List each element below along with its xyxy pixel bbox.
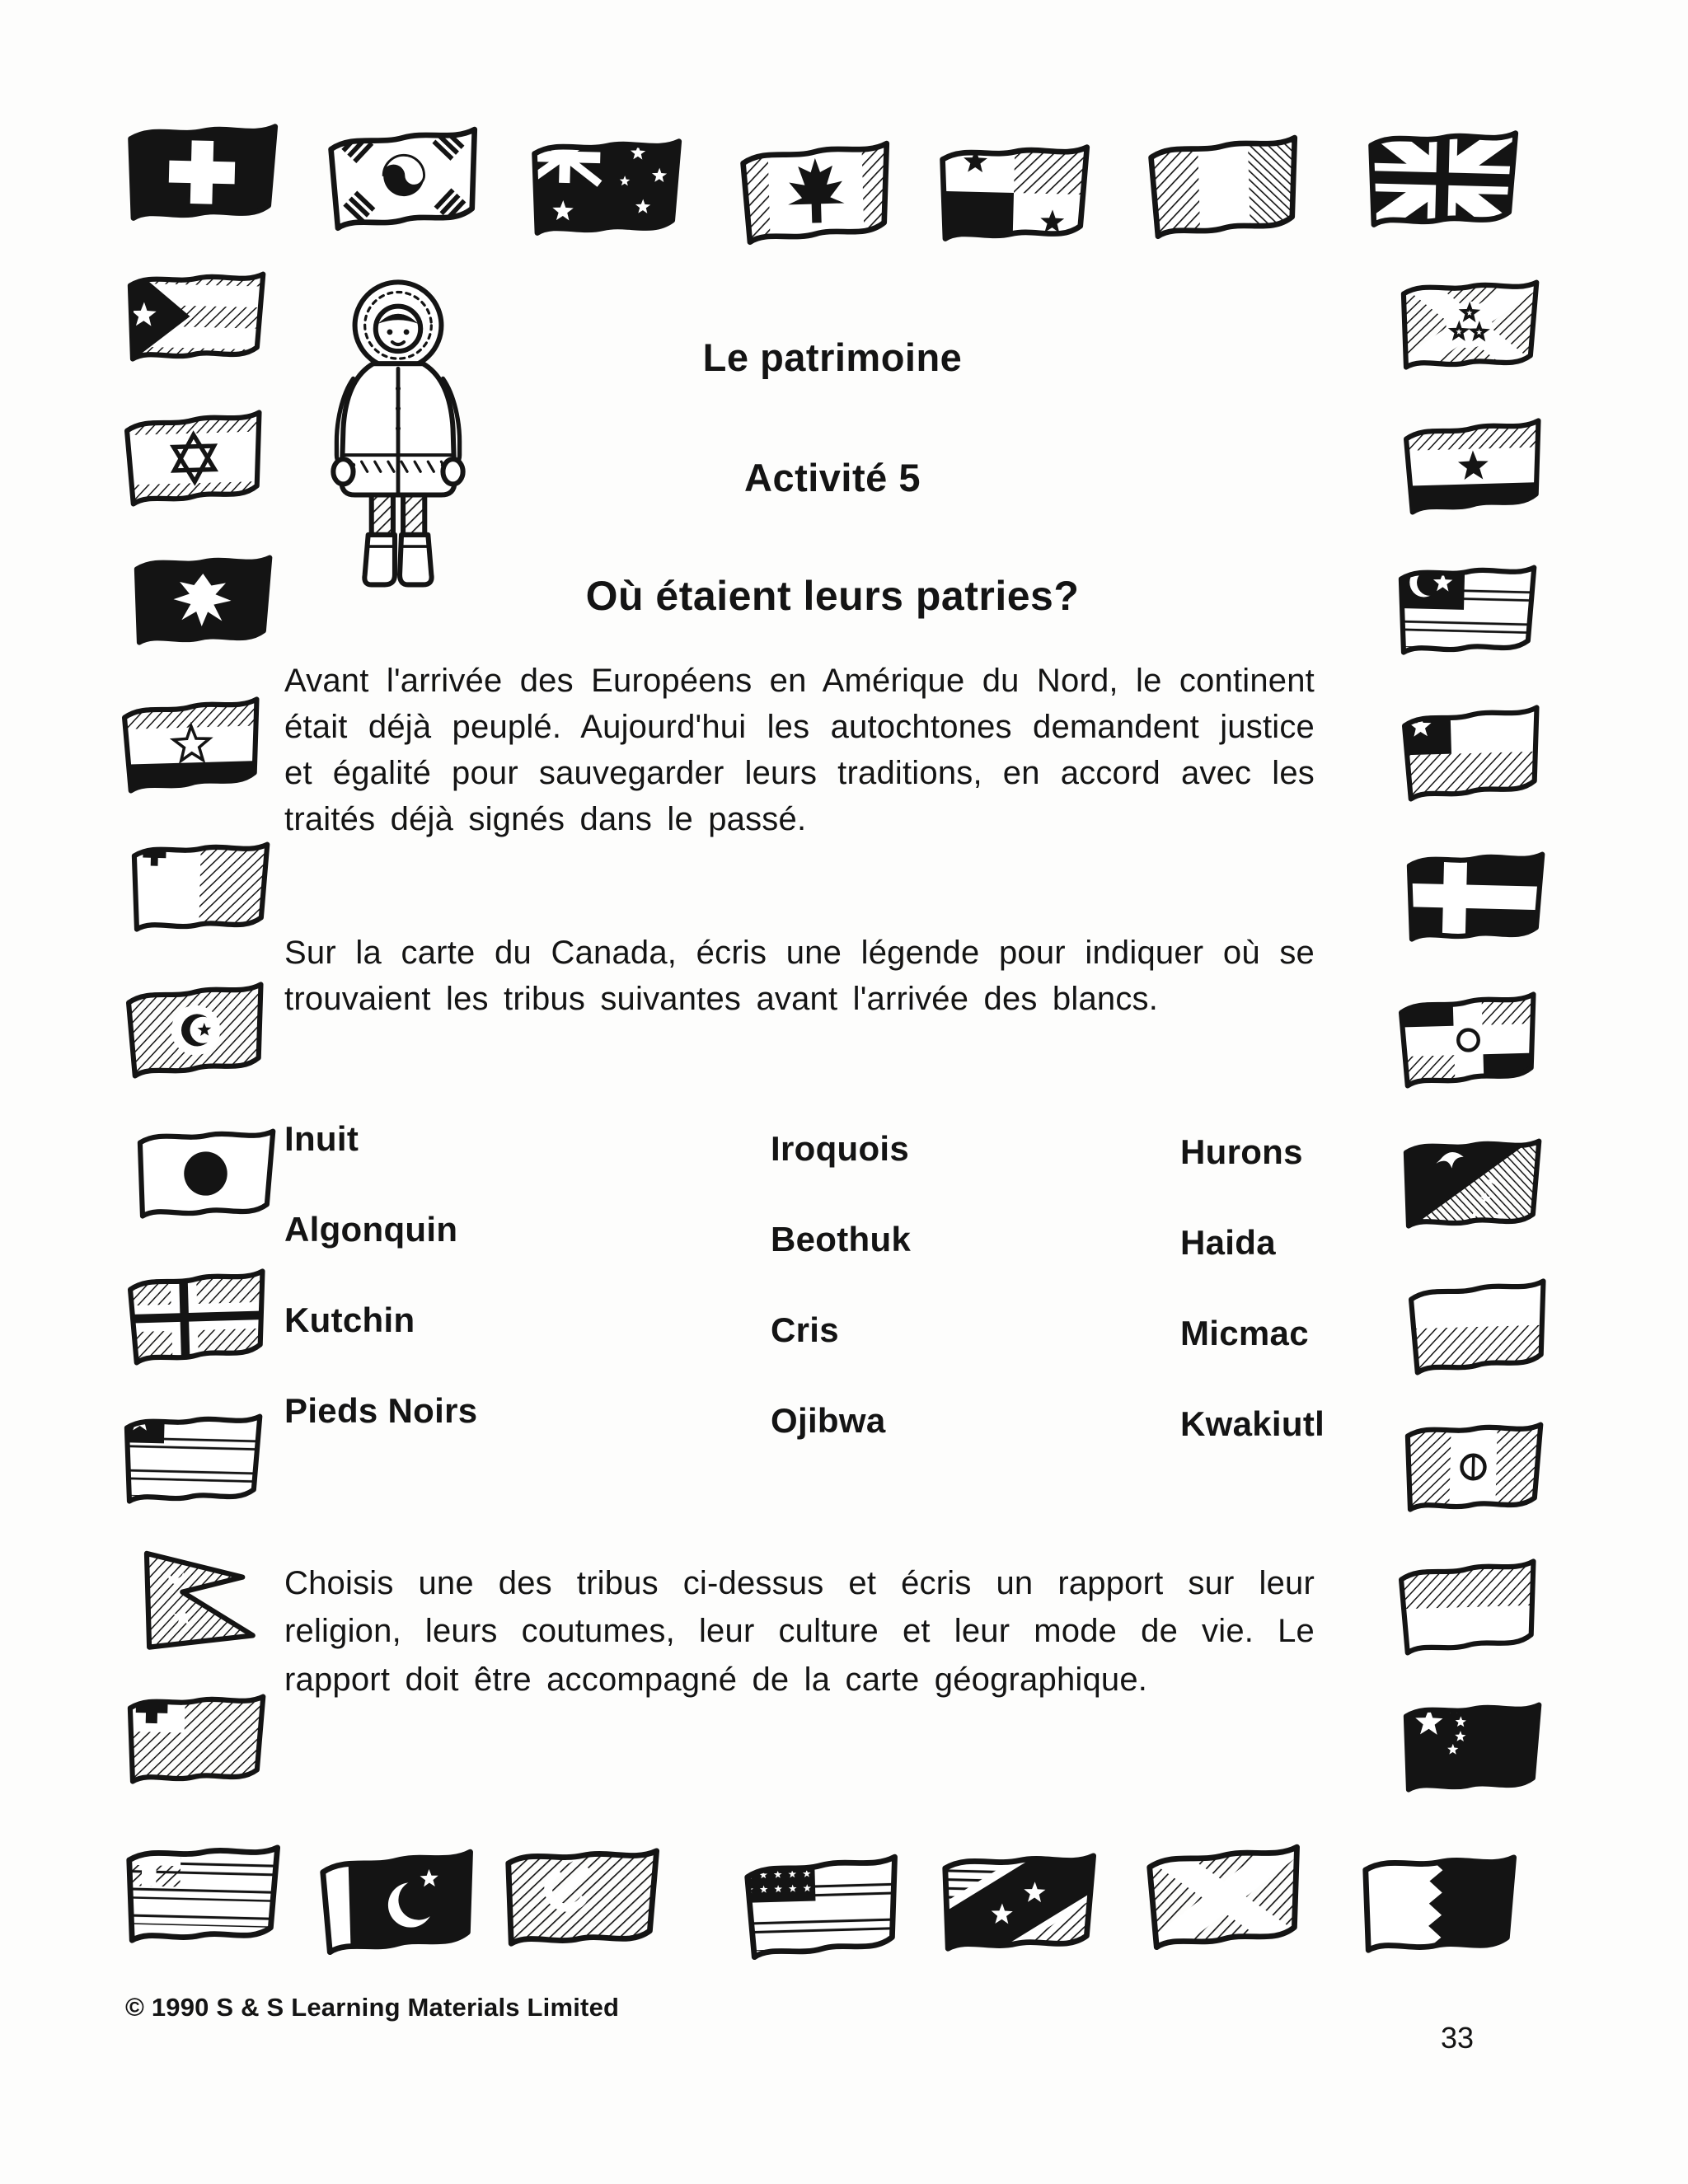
tunisia-flag [122,976,270,1085]
panama-flag [934,134,1093,252]
tribe-beothuk: Beothuk [771,1220,912,1259]
nepal-flag-icon [126,1544,274,1654]
tunisia-flag-icon [122,976,270,1085]
scotland-flag [1142,1837,1306,1957]
israel-flag [120,404,268,513]
switzerland-flag-icon [122,114,281,232]
iceland-flag-icon [124,1263,271,1372]
south-korea-flag [324,120,484,237]
australia-flag-icon [526,129,685,246]
copyright-notice: © 1990 S & S Learning Materials Limited [125,1993,620,2022]
malaysia-flag-icon [1393,555,1540,664]
albania-flag [129,546,275,654]
qatar-flag [1357,1844,1520,1964]
page-title: Le patrimoine [702,335,963,379]
puerto-rico-flag [122,262,269,371]
israel-flag-icon [120,404,268,513]
france-flag-icon [1144,128,1304,246]
indonesia-flag [1395,1553,1542,1662]
map-instruction-paragraph: Sur la carte du Canada, écris une légende pour indiquer où se trouvaient les tribus suivantes avant l'arrivée des blancs. [284,935,1315,1017]
tribe-hurons: Hurons [1180,1132,1303,1171]
liberia-flag-icon [119,1404,265,1513]
tribe-cris: Cris [771,1310,839,1350]
canada-flag-icon [736,134,896,251]
greece-flag [120,1835,284,1954]
iceland-flag [124,1263,271,1372]
denmark-flag-icon [1401,842,1548,951]
united-states-flag-icon [740,1847,904,1966]
tribe-iroquois: Iroquois [771,1129,910,1168]
malta-flag [126,832,273,941]
tribe-haida: Haida [1180,1223,1276,1263]
saint-kitts-and-nevis-flag [936,1843,1100,1962]
china-flag-icon [1398,1693,1545,1802]
malta-flag-icon [126,832,273,941]
greece-flag-icon [120,1835,284,1954]
switzerland-flag [122,114,281,232]
panama-flag-icon [934,134,1093,252]
ghana-flag-icon [1400,412,1547,522]
qatar-flag-icon [1357,1844,1520,1964]
albania-flag-icon [129,546,275,654]
united-states-flag [740,1847,904,1966]
yugoslavia-flag [118,691,265,800]
soviet-union-flag-icon [499,1838,663,1957]
tribe-list-column-2 [771,1131,1166,1493]
denmark-flag [1401,842,1548,951]
tribe-list-column-1 [284,1121,746,1483]
united-kingdom-flag-icon [1362,120,1522,238]
tribe-algonquin: Algonquin [284,1210,458,1249]
dominican-republic-flag [1395,986,1542,1095]
united-kingdom-flag [1362,120,1522,238]
chile-flag-icon [1398,699,1545,808]
intro-paragraph: Avant l'arrivée des Européens en Amérique du Nord, le continent était déjà peuplé. Aujourd'hui les autochtones demandent justice et égalité pour sauvegarder leurs traditions, en accord avec les traités déjà signés dans le passé. [284,663,1315,837]
tribe-kutchin: Kutchin [284,1301,415,1340]
tribe-inuit: Inuit [284,1119,359,1158]
scotland-flag-icon [1142,1837,1306,1957]
page-number: 33 [1441,2021,1475,2055]
puerto-rico-flag-icon [122,262,269,371]
tribe-list-column-3 [1180,1134,1592,1497]
soviet-union-flag [499,1838,663,1957]
tribe-micmac: Micmac [1180,1314,1309,1353]
japan-flag-icon [132,1119,279,1228]
question-heading: Où étaient leurs patries? [585,573,1080,619]
report-instruction-paragraph: Choisis une des tribus ci-dessus et écris un rapport sur leur religion, leurs coutumes, leur culture et leur mode de vie. Le rapport doit être accompagné de la carte géographique. [284,1565,1315,1698]
malaysia-flag [1393,555,1540,664]
liberia-flag [119,1404,265,1513]
tonga-flag [122,1685,269,1793]
tonga-flag-icon [122,1685,269,1793]
pakistan-flag-icon [316,1842,480,1961]
burundi-flag-icon [1395,270,1542,379]
south-korea-flag-icon [324,120,484,237]
japan-flag [132,1119,279,1228]
tribe-ojibwa: Ojibwa [771,1401,886,1441]
china-flag [1398,1693,1545,1802]
chile-flag [1398,699,1545,808]
activity-subtitle: Activité 5 [744,456,921,499]
canada-flag [736,134,896,251]
indonesia-flag-icon [1395,1553,1542,1662]
tribe-pieds-noirs: Pieds Noirs [284,1391,478,1431]
nepal-flag [126,1544,274,1654]
saint-kitts-and-nevis-flag-icon [936,1843,1100,1962]
dominican-republic-flag-icon [1395,986,1542,1095]
yugoslavia-flag-icon [118,691,265,800]
australia-flag [526,129,685,246]
tribe-kwakiutl: Kwakiutl [1180,1404,1325,1444]
burundi-flag [1395,270,1542,379]
france-flag [1144,128,1304,246]
pakistan-flag [316,1842,480,1961]
ghana-flag [1400,412,1547,522]
